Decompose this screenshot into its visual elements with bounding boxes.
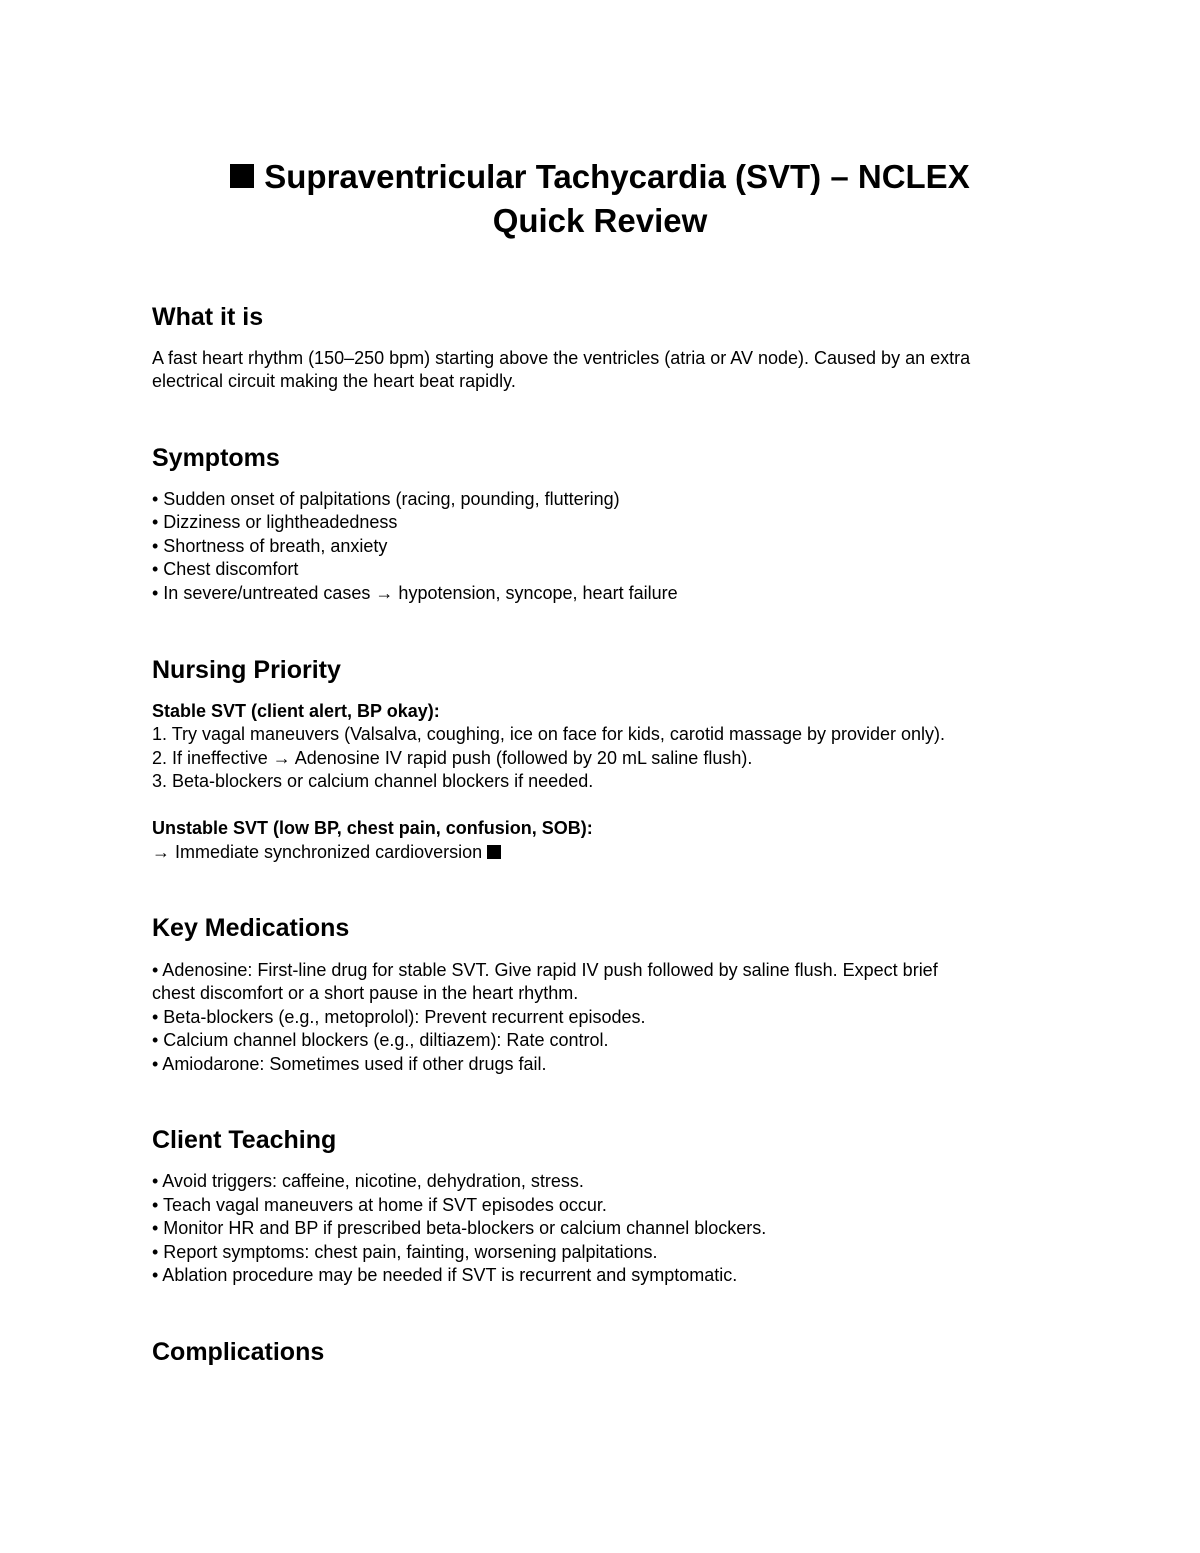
section-heading-nursing-priority: Nursing Priority [152, 656, 341, 684]
teaching-item: • Monitor HR and BP if prescribed beta-blockers or calcium channel blockers. [152, 1218, 767, 1238]
symptom-item: • In severe/untreated cases → hypotension, syncope, heart failure [152, 583, 678, 603]
unstable-svt-label: Unstable SVT (low BP, chest pain, confusion, SOB): [152, 818, 593, 838]
teaching-item: • Report symptoms: chest pain, fainting, worsening palpitations. [152, 1242, 658, 1262]
stable-svt-label: Stable SVT (client alert, BP okay): [152, 701, 440, 721]
square-icon [487, 845, 501, 859]
medication-line: chest discomfort or a short pause in the heart rhythm. [152, 983, 579, 1003]
unstable-action [152, 841, 1112, 864]
symptom-item: • Dizziness or lightheadedness [152, 512, 398, 532]
symptom-item: • Chest discomfort [152, 559, 299, 579]
teaching-item: • Avoid triggers: caffeine, nicotine, dehydration, stress. [152, 1171, 584, 1191]
medication-line: • Adenosine: First-line drug for stable SVT. Give rapid IV push followed by saline flush. Expect brief [152, 960, 938, 980]
document-title-line2: Quick Review [492, 202, 708, 239]
definition-line: electrical circuit making the heart beat rapidly. [152, 371, 516, 391]
symptom-item: • Shortness of breath, anxiety [152, 536, 388, 556]
title-text: Supraventricular Tachycardia (SVT) – NCLEX [264, 158, 970, 195]
symptom-item: • Sudden onset of palpitations (racing, pounding, fluttering) [152, 489, 620, 509]
section-heading-what-it-is: What it is [152, 303, 264, 331]
section-heading-key-medications: Key Medications [152, 914, 350, 942]
teaching-item: • Teach vagal maneuvers at home if SVT episodes occur. [152, 1195, 607, 1215]
definition-line: A fast heart rhythm (150–250 bpm) starting above the ventricles (atria or AV node). Caused by an extra [152, 348, 971, 368]
medication-line: • Beta-blockers (e.g., metoprolol): Prevent recurrent episodes. [152, 1007, 646, 1027]
unstable-action-text: → Immediate synchronized cardioversion [152, 842, 483, 862]
stable-step: 3. Beta-blockers or calcium channel blockers if needed. [152, 771, 594, 791]
medication-line: • Amiodarone: Sometimes used if other drugs fail. [152, 1054, 547, 1074]
section-heading-complications: Complications [152, 1338, 325, 1366]
stable-step: 2. If ineffective → Adenosine IV rapid push (followed by 20 mL saline flush). [152, 748, 753, 768]
teaching-item: • Ablation procedure may be needed if SVT is recurrent and symptomatic. [152, 1265, 738, 1285]
section-heading-symptoms: Symptoms [152, 444, 280, 472]
medication-line: • Calcium channel blockers (e.g., diltiazem): Rate control. [152, 1030, 609, 1050]
stable-step: 1. Try vagal maneuvers (Valsalva, coughing, ice on face for kids, carotid massage by provider only). [152, 724, 946, 744]
square-bullet-icon [230, 164, 254, 188]
document-title-line1 [100, 155, 1100, 199]
section-heading-client-teaching: Client Teaching [152, 1126, 337, 1154]
